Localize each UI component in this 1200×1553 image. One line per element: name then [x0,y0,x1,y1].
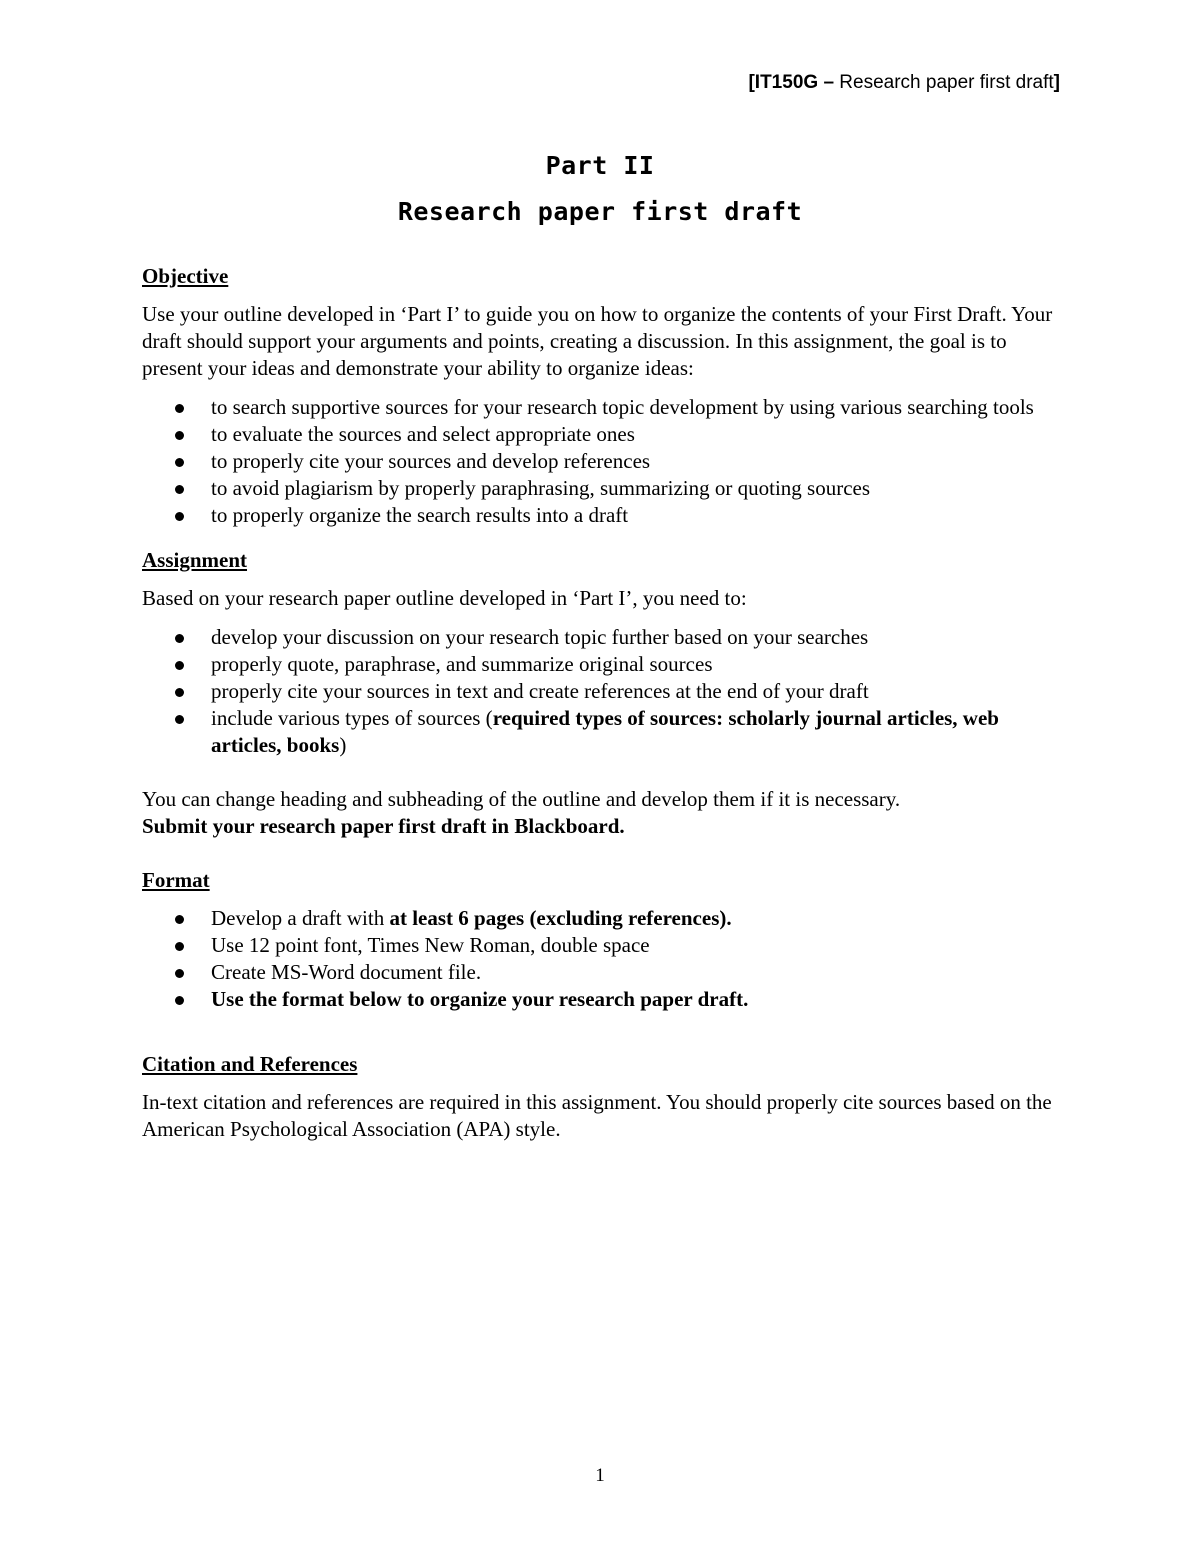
required-sources: required types of sources: scholarly journal articles, web articles, books [211,706,999,757]
header-title: Research paper first draft [834,72,1054,93]
list-item: to properly organize the search results into a draft [142,502,1062,529]
list-item: properly cite your sources in text and create references at the end of your draft [142,678,1062,705]
list-item: include various types of sources (required types of sources: scholarly journal articles, web articles, books) [142,705,1062,759]
document-body [142,263,1062,1143]
format-list [142,905,1062,1013]
assignment-list [142,624,1062,759]
header-close-bracket: ] [1053,72,1060,93]
bullet-icon [175,969,184,978]
page-number: 1 [595,1465,605,1486]
bullet-icon [175,512,184,521]
list-item: to avoid plagiarism by properly paraphrasing, summarizing or quoting sources [142,475,1062,502]
bullet-icon [175,458,184,467]
bullet-icon [175,715,184,724]
list-item: to evaluate the sources and select appropriate ones [142,421,1062,448]
assignment-note: You can change heading and subheading of the outline and develop them if it is necessary. [142,787,901,811]
format-heading: Format [142,868,210,892]
list-item: Develop a draft with at least 6 pages (excluding references). [142,905,1062,932]
list-item: Create MS-Word document file. [142,959,1062,986]
list-item: to properly cite your sources and develop references [142,448,1062,475]
bullet-icon [175,996,184,1005]
running-header [748,70,1060,96]
document-title [0,143,1200,235]
assignment-paragraph: Based on your research paper outline developed in ‘Part I’, you need to: [142,586,747,610]
assignment-heading: Assignment [142,548,248,572]
list-item: Use 12 point font, Times New Roman, double space [142,932,1062,959]
bullet-icon [175,915,184,924]
submit-instruction: Submit your research paper first draft in Blackboard. [142,814,625,838]
title-main: Research paper first draft [397,197,803,226]
citation-heading: Citation and References [142,1052,358,1076]
list-item: to search supportive sources for your research topic development by using various searching tools [142,394,1062,421]
citation-paragraph: In-text citation and references are required in this assignment. You should properly cite sources based on the American Psychological Association (APA) style. [142,1090,1052,1141]
bullet-icon [175,688,184,697]
list-item: Use the format below to organize your research paper draft. [142,986,1062,1013]
bullet-icon [175,431,184,440]
list-item: develop your discussion on your research topic further based on your searches [142,624,1062,651]
objective-paragraph: Use your outline developed in ‘Part I’ to guide you on how to organize the contents of your First Draft. Your draft should support your arguments and points, creating a discussion. In this assignment, the goal is to present your ideas and demonstrate your ability to organize ideas: [142,302,1053,380]
bullet-icon [175,485,184,494]
objective-heading: Objective [142,264,229,288]
title-part: Part II [545,151,655,180]
bullet-icon [175,404,184,413]
list-item: properly quote, paraphrase, and summarize original sources [142,651,1062,678]
objective-list [142,394,1062,529]
bullet-icon [175,661,184,670]
header-course-code: [IT150G – [748,72,835,93]
bullet-icon [175,634,184,643]
bullet-icon [175,942,184,951]
